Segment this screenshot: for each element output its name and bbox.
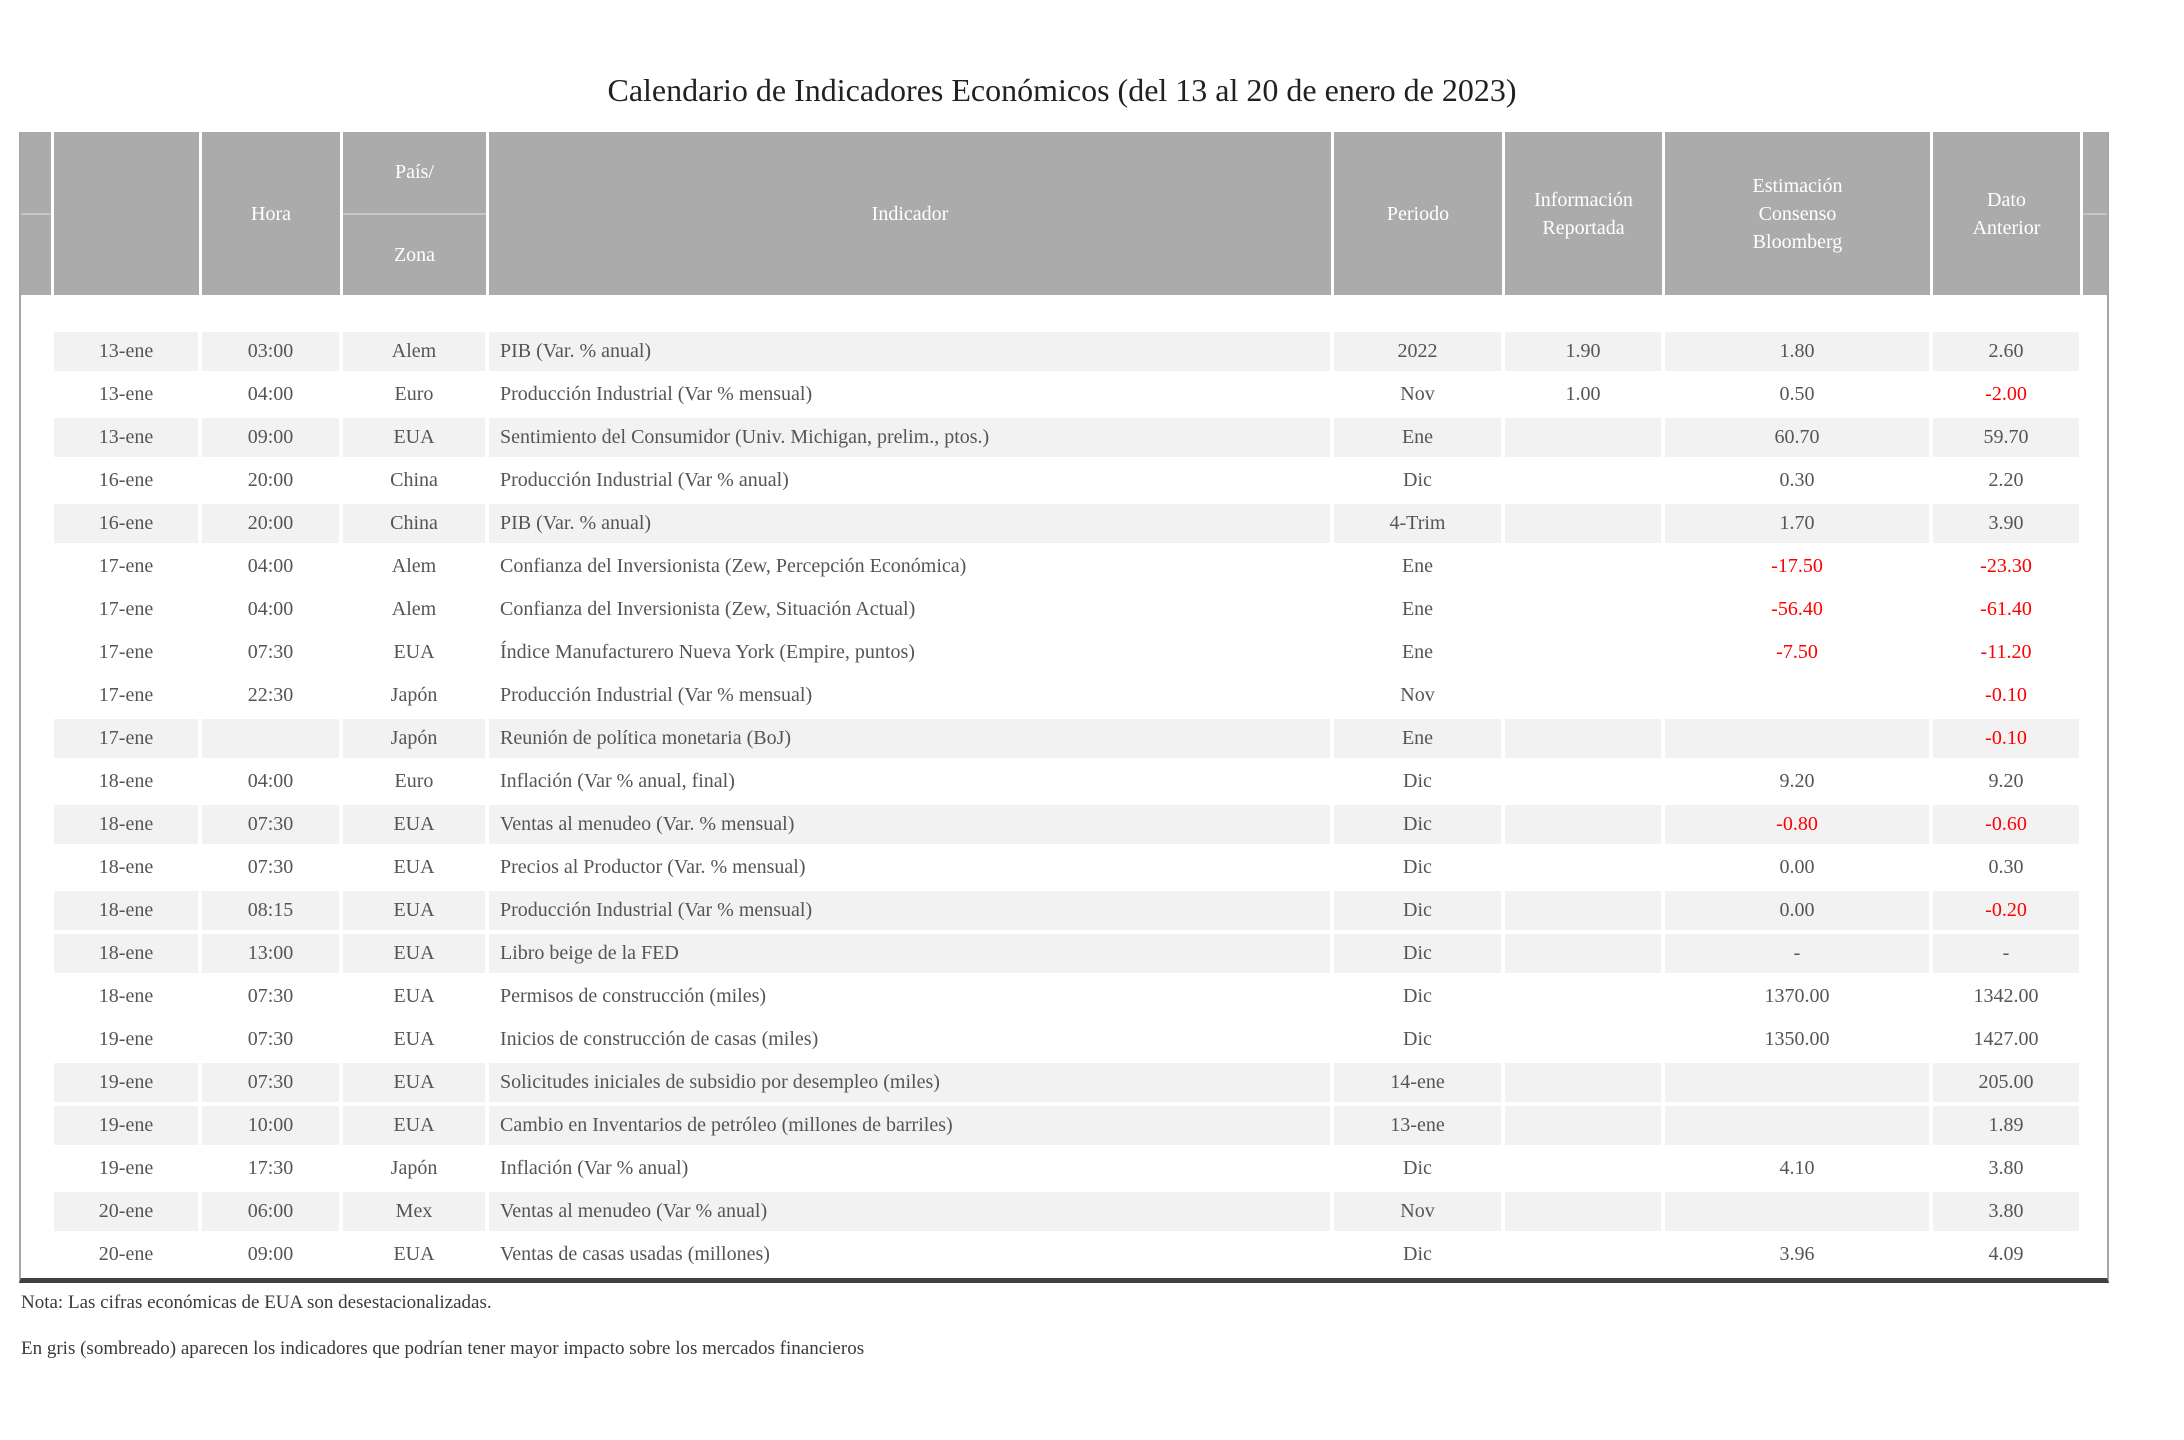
cell-fecha: 17-ene: [54, 633, 202, 676]
table-header: [21, 132, 2107, 295]
cell-indicador: Producción Industrial (Var % mensual): [489, 676, 1334, 719]
cell-fecha: 16-ene: [54, 504, 202, 547]
table-row: [21, 762, 2107, 805]
table-row: [21, 590, 2107, 633]
cell-informacion-reportada: [1505, 762, 1665, 805]
row-left-spacer: [21, 1020, 54, 1063]
cell-zona: China: [343, 504, 489, 547]
row-left-spacer: [21, 461, 54, 504]
header-periodo: [1334, 132, 1505, 295]
cell-estimacion-consenso: -7.50: [1665, 633, 1933, 676]
cell-periodo: Dic: [1334, 977, 1505, 1020]
cell-dato-anterior: -0.10: [1933, 676, 2083, 719]
cell-indicador: Ventas al menudeo (Var % anual): [489, 1192, 1334, 1235]
cell-informacion-reportada: [1505, 934, 1665, 977]
cell-indicador: Confianza del Inversionista (Zew, Percepción Económica): [489, 547, 1334, 590]
cell-fecha: 17-ene: [54, 719, 202, 762]
cell-dato-anterior: 1342.00: [1933, 977, 2083, 1020]
cell-hora: 04:00: [202, 375, 343, 418]
cell-dato-anterior: 3.80: [1933, 1192, 2083, 1235]
page-title: Calendario de Indicadores Económicos (del 13 al 20 de enero de 2023): [607, 72, 1517, 108]
cell-zona: Japón: [343, 719, 489, 762]
cell-periodo: Ene: [1334, 418, 1505, 461]
table-row: [21, 1063, 2107, 1106]
cell-dato-anterior: 3.90: [1933, 504, 2083, 547]
cell-zona: EUA: [343, 891, 489, 934]
cell-fecha: 18-ene: [54, 805, 202, 848]
cell-hora: 09:00: [202, 1235, 343, 1278]
row-left-spacer: [21, 418, 54, 461]
cell-fecha: 16-ene: [54, 461, 202, 504]
cell-estimacion-consenso: 60.70: [1665, 418, 1933, 461]
cell-periodo: Dic: [1334, 1149, 1505, 1192]
cell-hora: 09:00: [202, 418, 343, 461]
cell-zona: Euro: [343, 762, 489, 805]
cell-periodo: Dic: [1334, 891, 1505, 934]
cell-fecha: 13-ene: [54, 375, 202, 418]
header-pais-zona: [343, 132, 489, 295]
row-right-spacer: [2083, 590, 2107, 633]
cell-fecha: 17-ene: [54, 676, 202, 719]
cell-indicador: Índice Manufacturero Nueva York (Empire, puntos): [489, 633, 1334, 676]
row-right-spacer: [2083, 461, 2107, 504]
cell-zona: EUA: [343, 418, 489, 461]
cell-estimacion-consenso: 0.00: [1665, 848, 1933, 891]
cell-zona: Euro: [343, 375, 489, 418]
cell-periodo: Dic: [1334, 1020, 1505, 1063]
cell-estimacion-consenso: 0.50: [1665, 375, 1933, 418]
cell-hora: 10:00: [202, 1106, 343, 1149]
cell-periodo: Nov: [1334, 375, 1505, 418]
row-left-spacer: [21, 1063, 54, 1106]
cell-informacion-reportada: [1505, 547, 1665, 590]
cell-estimacion-consenso: 4.10: [1665, 1149, 1933, 1192]
cell-periodo: Dic: [1334, 762, 1505, 805]
cell-informacion-reportada: [1505, 1192, 1665, 1235]
cell-dato-anterior: -11.20: [1933, 633, 2083, 676]
cell-zona: Alem: [343, 590, 489, 633]
row-right-spacer: [2083, 805, 2107, 848]
cell-hora: 22:30: [202, 676, 343, 719]
cell-hora: 20:00: [202, 461, 343, 504]
row-left-spacer: [21, 633, 54, 676]
cell-indicador: Solicitudes iniciales de subsidio por desempleo (miles): [489, 1063, 1334, 1106]
cell-informacion-reportada: 1.00: [1505, 375, 1665, 418]
row-right-spacer: [2083, 1020, 2107, 1063]
cell-dato-anterior: -0.10: [1933, 719, 2083, 762]
cell-dato-anterior: -0.20: [1933, 891, 2083, 934]
cell-indicador: Ventas de casas usadas (millones): [489, 1235, 1334, 1278]
cell-zona: Mex: [343, 1192, 489, 1235]
cell-hora: 04:00: [202, 547, 343, 590]
table-row: [21, 418, 2107, 461]
cell-zona: EUA: [343, 1020, 489, 1063]
cell-indicador: PIB (Var. % anual): [489, 332, 1334, 375]
cell-periodo: Dic: [1334, 934, 1505, 977]
row-left-spacer: [21, 504, 54, 547]
cell-indicador: Sentimiento del Consumidor (Univ. Michigan, prelim., ptos.): [489, 418, 1334, 461]
cell-estimacion-consenso: [1665, 676, 1933, 719]
table-row: [21, 1192, 2107, 1235]
table-row: [21, 719, 2107, 762]
cell-periodo: 13-ene: [1334, 1106, 1505, 1149]
cell-periodo: Ene: [1334, 719, 1505, 762]
header-dato-anterior-label: Dato Anterior: [1972, 188, 2041, 239]
cell-hora: 07:30: [202, 1063, 343, 1106]
cell-estimacion-consenso: 1.80: [1665, 332, 1933, 375]
row-left-spacer: [21, 891, 54, 934]
table-row: [21, 547, 2107, 590]
header-informacion-reportada: [1505, 132, 1665, 295]
table-row: [21, 934, 2107, 977]
cell-zona: EUA: [343, 848, 489, 891]
cell-periodo: Ene: [1334, 547, 1505, 590]
row-left-spacer: [21, 977, 54, 1020]
row-left-spacer: [21, 1149, 54, 1192]
row-left-spacer: [21, 805, 54, 848]
header-informacion-reportada-label: Información Reportada: [1534, 188, 1633, 239]
cell-indicador: Producción Industrial (Var % mensual): [489, 375, 1334, 418]
cell-periodo: Ene: [1334, 590, 1505, 633]
cell-informacion-reportada: [1505, 676, 1665, 719]
header-hora: [202, 132, 343, 295]
cell-periodo: 4-Trim: [1334, 504, 1505, 547]
header-estimacion-consenso-label: Estimación Consenso Bloomberg: [1752, 174, 1843, 253]
row-left-spacer: [21, 332, 54, 375]
row-left-spacer: [21, 1192, 54, 1235]
cell-estimacion-consenso: 0.00: [1665, 891, 1933, 934]
table-row: [21, 633, 2107, 676]
cell-fecha: 18-ene: [54, 934, 202, 977]
header-row: [21, 132, 2107, 295]
table-row: [21, 1106, 2107, 1149]
cell-dato-anterior: -2.00: [1933, 375, 2083, 418]
cell-dato-anterior: 59.70: [1933, 418, 2083, 461]
header-fecha: [54, 132, 202, 295]
cell-hora: 04:00: [202, 590, 343, 633]
cell-zona: Japón: [343, 1149, 489, 1192]
cell-fecha: 19-ene: [54, 1106, 202, 1149]
cell-estimacion-consenso: [1665, 1063, 1933, 1106]
cell-zona: Alem: [343, 332, 489, 375]
cell-dato-anterior: 9.20: [1933, 762, 2083, 805]
cell-fecha: 18-ene: [54, 891, 202, 934]
cell-estimacion-consenso: -0.80: [1665, 805, 1933, 848]
row-right-spacer: [2083, 848, 2107, 891]
cell-informacion-reportada: [1505, 504, 1665, 547]
cell-estimacion-consenso: 0.30: [1665, 461, 1933, 504]
cell-dato-anterior: -23.30: [1933, 547, 2083, 590]
header-right-spacer: [2083, 132, 2107, 295]
cell-fecha: 19-ene: [54, 1063, 202, 1106]
cell-informacion-reportada: [1505, 461, 1665, 504]
cell-estimacion-consenso: -56.40: [1665, 590, 1933, 633]
cell-periodo: Dic: [1334, 1235, 1505, 1278]
table-row: [21, 332, 2107, 375]
cell-dato-anterior: 0.30: [1933, 848, 2083, 891]
row-left-spacer: [21, 547, 54, 590]
cell-informacion-reportada: 1.90: [1505, 332, 1665, 375]
cell-estimacion-consenso: 1370.00: [1665, 977, 1933, 1020]
cell-indicador: Inicios de construcción de casas (miles): [489, 1020, 1334, 1063]
cell-estimacion-consenso: 3.96: [1665, 1235, 1933, 1278]
cell-periodo: 2022: [1334, 332, 1505, 375]
cell-fecha: 20-ene: [54, 1235, 202, 1278]
cell-zona: EUA: [343, 934, 489, 977]
cell-hora: 07:30: [202, 805, 343, 848]
cell-hora: 13:00: [202, 934, 343, 977]
header-estimacion-consenso: [1665, 132, 1933, 295]
cell-informacion-reportada: [1505, 418, 1665, 461]
header-hora-label: Hora: [251, 202, 291, 225]
table-row: [21, 676, 2107, 719]
cell-dato-anterior: 2.20: [1933, 461, 2083, 504]
cell-indicador: PIB (Var. % anual): [489, 504, 1334, 547]
indicators-table-container: [19, 132, 2109, 1283]
cell-zona: Japón: [343, 676, 489, 719]
cell-informacion-reportada: [1505, 891, 1665, 934]
cell-fecha: 13-ene: [54, 332, 202, 375]
header-dato-anterior: [1933, 132, 2083, 295]
cell-fecha: 18-ene: [54, 977, 202, 1020]
cell-estimacion-consenso: 1350.00: [1665, 1020, 1933, 1063]
cell-dato-anterior: -: [1933, 934, 2083, 977]
header-left-spacer: [21, 132, 54, 295]
row-left-spacer: [21, 934, 54, 977]
header-periodo-label: Periodo: [1386, 202, 1450, 225]
cell-indicador: Precios al Productor (Var. % mensual): [489, 848, 1334, 891]
cell-dato-anterior: -0.60: [1933, 805, 2083, 848]
row-right-spacer: [2083, 1192, 2107, 1235]
cell-indicador: Permisos de construcción (miles): [489, 977, 1334, 1020]
cell-zona: EUA: [343, 1106, 489, 1149]
cell-zona: EUA: [343, 633, 489, 676]
row-right-spacer: [2083, 1106, 2107, 1149]
row-right-spacer: [2083, 719, 2107, 762]
table-row: [21, 375, 2107, 418]
row-right-spacer: [2083, 891, 2107, 934]
row-left-spacer: [21, 762, 54, 805]
spacer-row: [21, 295, 2107, 332]
row-right-spacer: [2083, 375, 2107, 418]
header-indicador: [489, 132, 1334, 295]
table-row: [21, 1020, 2107, 1063]
cell-dato-anterior: -61.40: [1933, 590, 2083, 633]
cell-hora: 06:00: [202, 1192, 343, 1235]
cell-dato-anterior: 1.89: [1933, 1106, 2083, 1149]
table-row: [21, 805, 2107, 848]
cell-informacion-reportada: [1505, 1063, 1665, 1106]
cell-periodo: Dic: [1334, 805, 1505, 848]
cell-zona: Alem: [343, 547, 489, 590]
cell-indicador: Producción Industrial (Var % mensual): [489, 891, 1334, 934]
row-right-spacer: [2083, 418, 2107, 461]
cell-zona: EUA: [343, 805, 489, 848]
header-zona-label: Zona: [343, 213, 486, 296]
cell-informacion-reportada: [1505, 1020, 1665, 1063]
row-right-spacer: [2083, 1149, 2107, 1192]
cell-informacion-reportada: [1505, 590, 1665, 633]
cell-zona: EUA: [343, 977, 489, 1020]
cell-estimacion-consenso: -17.50: [1665, 547, 1933, 590]
cell-indicador: Ventas al menudeo (Var. % mensual): [489, 805, 1334, 848]
row-right-spacer: [2083, 547, 2107, 590]
row-right-spacer: [2083, 332, 2107, 375]
cell-dato-anterior: 205.00: [1933, 1063, 2083, 1106]
table-body: [21, 295, 2107, 1278]
row-left-spacer: [21, 848, 54, 891]
table-row: [21, 504, 2107, 547]
row-right-spacer: [2083, 762, 2107, 805]
table-row: [21, 1149, 2107, 1192]
table-row: [21, 848, 2107, 891]
cell-estimacion-consenso: [1665, 719, 1933, 762]
row-left-spacer: [21, 1235, 54, 1278]
cell-informacion-reportada: [1505, 1235, 1665, 1278]
cell-estimacion-consenso: -: [1665, 934, 1933, 977]
cell-estimacion-consenso: [1665, 1106, 1933, 1149]
cell-hora: 07:30: [202, 848, 343, 891]
cell-dato-anterior: 2.60: [1933, 332, 2083, 375]
header-indicador-label: Indicador: [871, 202, 949, 225]
cell-indicador: Inflación (Var % anual, final): [489, 762, 1334, 805]
cell-indicador: Reunión de política monetaria (BoJ): [489, 719, 1334, 762]
cell-periodo: Dic: [1334, 461, 1505, 504]
cell-informacion-reportada: [1505, 977, 1665, 1020]
cell-periodo: Dic: [1334, 848, 1505, 891]
cell-hora: 20:00: [202, 504, 343, 547]
row-left-spacer: [21, 375, 54, 418]
cell-hora: 08:15: [202, 891, 343, 934]
cell-zona: EUA: [343, 1063, 489, 1106]
table-row: [21, 461, 2107, 504]
cell-fecha: 20-ene: [54, 1192, 202, 1235]
cell-informacion-reportada: [1505, 848, 1665, 891]
cell-fecha: 18-ene: [54, 848, 202, 891]
cell-estimacion-consenso: 1.70: [1665, 504, 1933, 547]
row-right-spacer: [2083, 1235, 2107, 1278]
cell-fecha: 17-ene: [54, 590, 202, 633]
row-right-spacer: [2083, 633, 2107, 676]
cell-estimacion-consenso: 9.20: [1665, 762, 1933, 805]
cell-informacion-reportada: [1505, 633, 1665, 676]
row-right-spacer: [2083, 676, 2107, 719]
cell-periodo: Nov: [1334, 676, 1505, 719]
cell-fecha: 17-ene: [54, 547, 202, 590]
row-left-spacer: [21, 676, 54, 719]
cell-fecha: 18-ene: [54, 762, 202, 805]
cell-indicador: Libro beige de la FED: [489, 934, 1334, 977]
cell-zona: China: [343, 461, 489, 504]
row-right-spacer: [2083, 504, 2107, 547]
cell-dato-anterior: 3.80: [1933, 1149, 2083, 1192]
cell-periodo: Ene: [1334, 633, 1505, 676]
note-seasonal-adjustment: Nota: Las cifras económicas de EUA son desestacionalizadas.: [21, 1292, 492, 1313]
cell-hora: 07:30: [202, 1020, 343, 1063]
cell-zona: EUA: [343, 1235, 489, 1278]
cell-estimacion-consenso: [1665, 1192, 1933, 1235]
header-pais-label: País/: [395, 161, 434, 184]
table-row: [21, 891, 2107, 934]
cell-indicador: Confianza del Inversionista (Zew, Situación Actual): [489, 590, 1334, 633]
cell-informacion-reportada: [1505, 1106, 1665, 1149]
cell-hora: [202, 719, 343, 762]
cell-hora: 07:30: [202, 633, 343, 676]
cell-dato-anterior: 4.09: [1933, 1235, 2083, 1278]
cell-informacion-reportada: [1505, 805, 1665, 848]
row-left-spacer: [21, 719, 54, 762]
cell-hora: 04:00: [202, 762, 343, 805]
row-right-spacer: [2083, 1063, 2107, 1106]
note-shading-legend: En gris (sombreado) aparecen los indicadores que podrían tener mayor impacto sobre los mercados financieros: [21, 1338, 865, 1359]
row-right-spacer: [2083, 977, 2107, 1020]
cell-indicador: Cambio en Inventarios de petróleo (millones de barriles): [489, 1106, 1334, 1149]
table-row: [21, 1235, 2107, 1278]
row-left-spacer: [21, 590, 54, 633]
indicators-table: [21, 132, 2107, 1278]
cell-dato-anterior: 1427.00: [1933, 1020, 2083, 1063]
cell-hora: 03:00: [202, 332, 343, 375]
cell-periodo: Nov: [1334, 1192, 1505, 1235]
table-row: [21, 977, 2107, 1020]
cell-hora: 07:30: [202, 977, 343, 1020]
cell-informacion-reportada: [1505, 1149, 1665, 1192]
cell-fecha: 19-ene: [54, 1020, 202, 1063]
cell-fecha: 13-ene: [54, 418, 202, 461]
cell-fecha: 19-ene: [54, 1149, 202, 1192]
cell-indicador: Producción Industrial (Var % anual): [489, 461, 1334, 504]
row-right-spacer: [2083, 934, 2107, 977]
row-left-spacer: [21, 1106, 54, 1149]
cell-hora: 17:30: [202, 1149, 343, 1192]
cell-informacion-reportada: [1505, 719, 1665, 762]
cell-periodo: 14-ene: [1334, 1063, 1505, 1106]
cell-indicador: Inflación (Var % anual): [489, 1149, 1334, 1192]
